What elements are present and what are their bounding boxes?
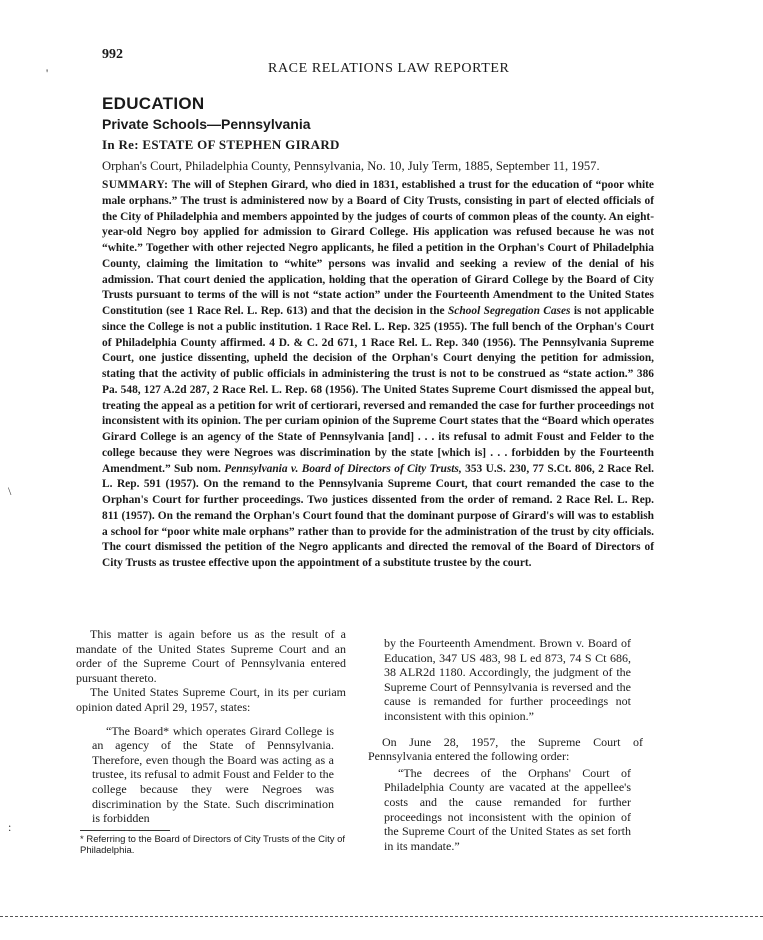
page-number: 992 <box>102 47 123 62</box>
summary-text-3: 353 U.S. 230, 77 S.Ct. 806, 2 Race Rel. L. Rep. 591 (1957). On the remand to the Pennsylvania Supreme Court, that court remanded the case to the Orphan's Court for further proceedings. Two justices dissented from the order of remand. 2 Race Rel. L. Rep. 811 (1957). On the remand the Orphan's Court found that the dominant purpose of Girard's will was to establish a school for “poor white male orphans” rather than to provide for the administration of the trust by city officials. The court dismissed the petition of the Negro applicants and directed the removal of the Board of Directors of City Trusts as trustee effective upon the appointment of a substitute trustee by the court. <box>102 462 654 569</box>
block-quote-2: “The decrees of the Orphans' Court of Philadelphia County are vacated at the appellee's costs and the cause remanded for further proceedings not inconsistent with the opinion of the Supreme Court of the United States as set forth in its mandate.” <box>384 765 631 853</box>
case-title <box>102 137 340 153</box>
opinion-paragraph-1: This matter is again before us as the result of a mandate of the United States Supreme Court and an order of the Supreme Court of Pennsylvania entered pursuant thereto. <box>76 627 346 685</box>
summary-italic-2: Pennsylvania v. Board of Directors of City Trusts, <box>224 462 462 475</box>
footnote-divider <box>80 830 170 831</box>
case-name: ESTATE OF STEPHEN GIRARD <box>142 137 340 152</box>
opinion-paragraph-2: The United States Supreme Court, in its per curiam opinion dated April 29, 1957, states: <box>76 685 346 714</box>
summary-label: SUMMARY: <box>102 179 169 191</box>
opinion-paragraph-3: On June 28, 1957, the Supreme Court of Pennsylvania entered the following order: <box>368 734 643 764</box>
block-quote-1: “The Board* which operates Girard College is an agency of the State of Pennsylvania. Therefore, even though the Board was acting as a trustee, its refusal to admit Foust and Felder to the college because they were Negroes was discrimination by the State. Such discrimination is forbidden <box>92 723 334 826</box>
scan-mark: : <box>8 820 12 834</box>
running-head: RACE RELATIONS LAW REPORTER <box>268 61 510 76</box>
summary-text-2: is not applicable since the College is not a public institution. 1 Race Rel. L. Rep. 325 (1955). The full bench of the Orphan's Court of Philadelphia County affirmed. 4 D. & C. 2d 671, 1 Race Rel. L. Rep. 340 (1956). The Pennsylvania Supreme Court, one justice dissenting, upheld the decision of the Orphan's Court denying the petition for admission, stating that the activity of public officials in administering the trust is not to be construed as “state action.” 386 Pa. 548, 127 A.2d 287, 2 Race Rel. L. Rep. 68 (1956). The United States Supreme Court dismissed the appeal but, treating the appeal as a petition for writ of certiorari, reversed and remanded the case for further proceedings not inconsistent with its opinion. The per curiam opinion of the Supreme Court states that the “Board which operates Girard College is an agency of the State of Pennsylvania [and] . . . its refusal to admit Foust and Felder to the college because they were Negroes was discrimination by the state [which is] . . . forbidden by the Fourteenth Amendment.” Sub nom. <box>102 305 654 475</box>
scan-mark: \ <box>8 484 12 498</box>
summary-paragraph <box>102 178 654 572</box>
summary-italic-1: School Segregation Cases <box>447 305 571 317</box>
case-prefix: In Re: <box>102 137 139 152</box>
court-line: Orphan's Court, Philadelphia County, Pennsylvania, No. 10, July Term, 1885, September 11, 1957. <box>102 159 600 173</box>
subsection-title: Private Schools—Pennsylvania <box>102 116 311 132</box>
summary-text-1: The will of Stephen Girard, who died in 1831, established a trust for the education of “poor white male orphans.” The trust is administered now by a Board of City Trusts, consisting in part of elected officials of the City of Philadelphia and members appointed by the judges of courts of common pleas of the county. An eight-year-old Negro boy applied for admission to Girard College. His application was refused because he was not “white.” Together with other rejected Negro applicants, he filed a petition in the Orphan's Court of Philadelphia County, claiming the limitation to “white” persons was invalid and seeking a review of the denial of his admission. That court denied the application, holding that the operation of Girard College by the Board of City Trusts pursuant to terms of the will is not “state action” under the Fourteenth Amendment to the United States Constitution (see 1 Race Rel. L. Rep. 613) and that the decision in the <box>102 179 654 317</box>
section-title: EDUCATION <box>102 94 205 113</box>
footnote: * Referring to the Board of Directors of City Trusts of the City of Philadelphia. <box>80 833 346 856</box>
block-quote-1-continued: by the Fourteenth Amendment. Brown v. Board of Education, 347 US 483, 98 L ed 873, 74 S Ct 686, 38 ALR2d 1180. Accordingly, the judgment of the Supreme Court of Pennsylvania is reversed and the cause is remanded for further proceedings not inconsistent with this opinion.” <box>384 636 631 723</box>
left-column <box>76 627 346 856</box>
right-column <box>368 636 643 853</box>
scan-mark: ' <box>46 66 49 80</box>
scan-edge-line <box>0 916 763 917</box>
